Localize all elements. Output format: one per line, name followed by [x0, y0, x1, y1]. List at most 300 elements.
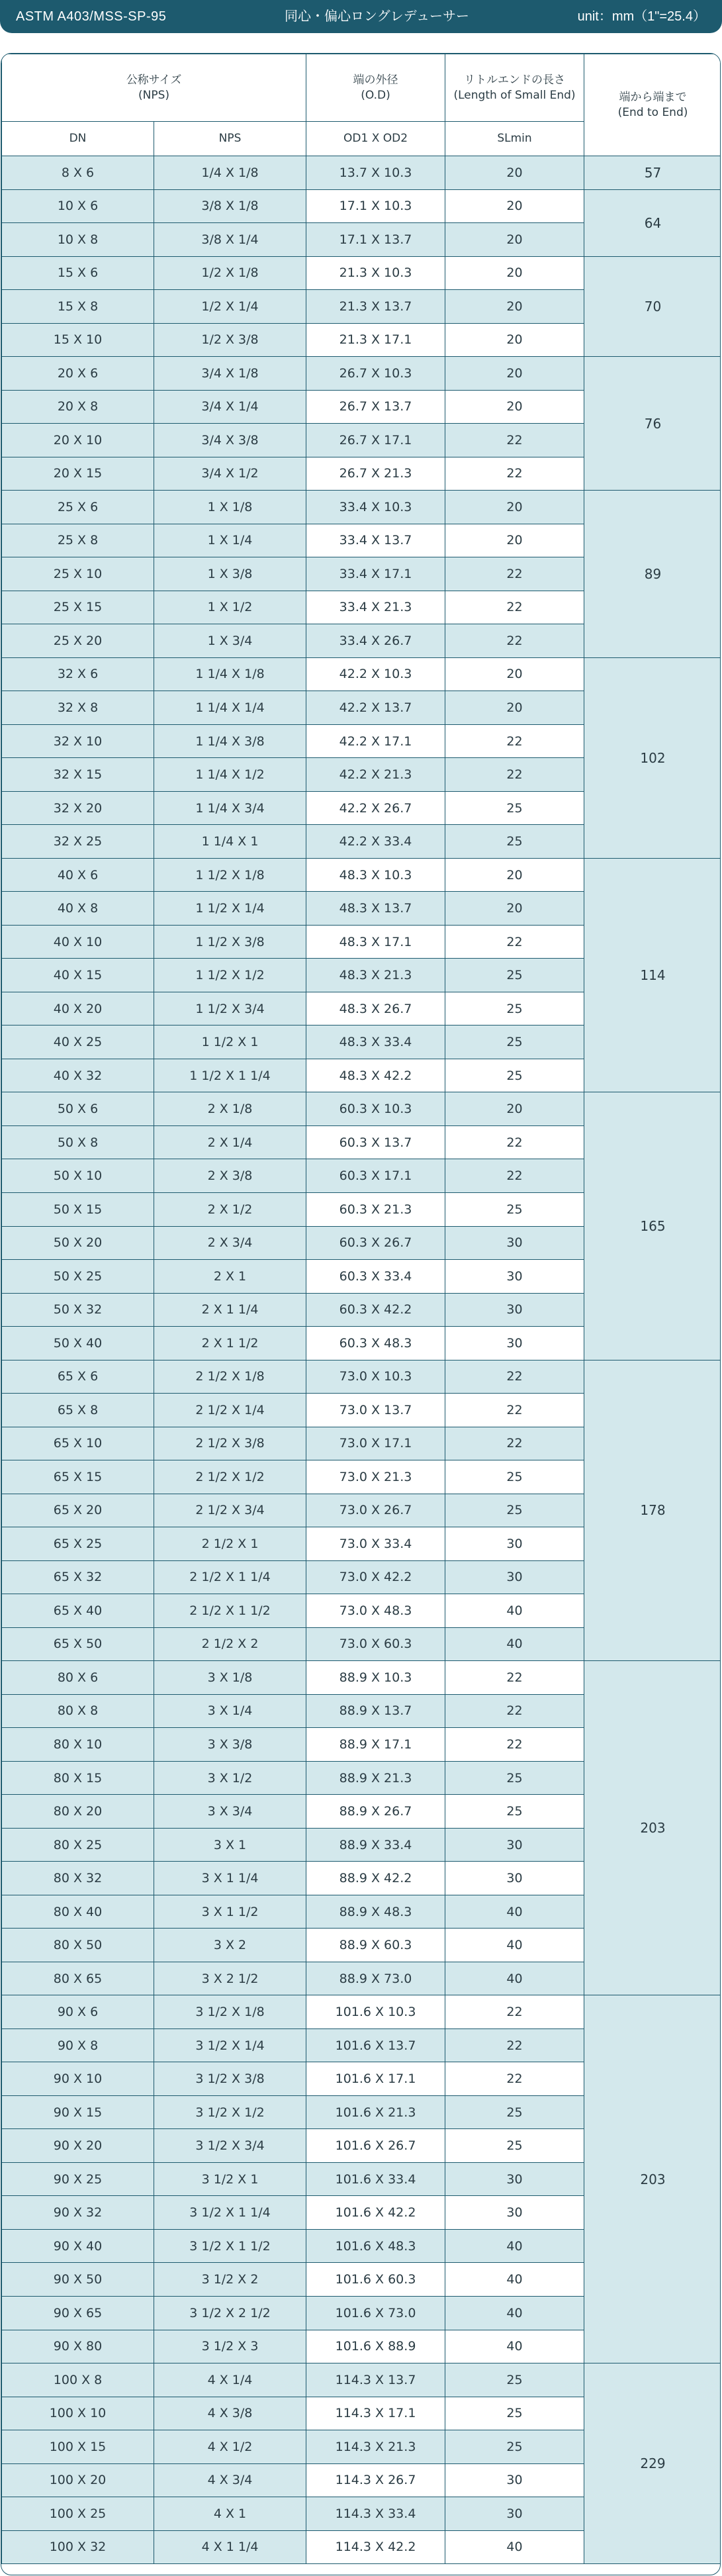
nps-cell: 3 1/2 X 1/4 — [154, 2028, 306, 2062]
od-cell: 60.3 X 21.3 — [306, 1192, 445, 1226]
dn-cell: 65 X 50 — [2, 1627, 154, 1661]
od-cell: 21.3 X 10.3 — [306, 256, 445, 290]
od-cell: 88.9 X 42.2 — [306, 1862, 445, 1895]
slmin-cell: 25 — [445, 1795, 584, 1829]
dn-cell: 65 X 8 — [2, 1394, 154, 1427]
slmin-cell: 40 — [445, 1594, 584, 1628]
od-cell: 26.7 X 21.3 — [306, 457, 445, 491]
dimension-table — [1, 54, 721, 2564]
od-cell: 88.9 X 17.1 — [306, 1728, 445, 1762]
nps-cell: 2 X 1 1/4 — [154, 1293, 306, 1327]
nps-cell: 3 1/2 X 2 1/2 — [154, 2297, 306, 2330]
od-cell: 88.9 X 48.3 — [306, 1895, 445, 1929]
nps-cell: 2 1/2 X 2 — [154, 1627, 306, 1661]
dn-cell: 20 X 8 — [2, 390, 154, 424]
end-to-end-cell: 102 — [584, 657, 721, 858]
dn-cell: 50 X 40 — [2, 1327, 154, 1360]
table-row — [2, 189, 721, 223]
nps-cell: 3 1/2 X 2 — [154, 2263, 306, 2297]
dn-cell: 90 X 8 — [2, 2028, 154, 2062]
nps-cell: 1/2 X 1/8 — [154, 256, 306, 290]
dn-cell: 100 X 8 — [2, 2363, 154, 2397]
end-to-end-header — [584, 54, 721, 156]
slmin-cell: 40 — [445, 2330, 584, 2363]
table-row — [2, 2363, 721, 2397]
dn-cell: 90 X 25 — [2, 2162, 154, 2196]
nps-cell: 1 1/2 X 1 1/4 — [154, 1059, 306, 1092]
od-cell: 114.3 X 13.7 — [306, 2363, 445, 2397]
dn-cell: 80 X 25 — [2, 1828, 154, 1862]
od-cell: 114.3 X 21.3 — [306, 2430, 445, 2464]
end-to-end-sub: (End to End) — [617, 105, 688, 119]
slmin-cell: 20 — [445, 491, 584, 524]
slmin-cell: 22 — [445, 1427, 584, 1460]
od-cell: 114.3 X 26.7 — [306, 2463, 445, 2497]
nps-cell: 1 1/4 X 1/4 — [154, 691, 306, 725]
dn-cell: 90 X 40 — [2, 2229, 154, 2263]
slmin-cell: 40 — [445, 1895, 584, 1929]
table-row — [2, 156, 721, 190]
slmin-cell: 20 — [445, 357, 584, 391]
od-cell: 88.9 X 21.3 — [306, 1761, 445, 1795]
slmin-cell: 20 — [445, 1092, 584, 1126]
od-cell: 101.6 X 21.3 — [306, 2095, 445, 2129]
slmin-cell: 20 — [445, 323, 584, 357]
dn-cell: 80 X 65 — [2, 1962, 154, 1995]
nps-cell: 3 1/2 X 3 — [154, 2330, 306, 2363]
dn-cell: 40 X 32 — [2, 1059, 154, 1092]
od-sizes-header: OD1 X OD2 — [306, 122, 445, 156]
nps-cell: 3 X 1 1/4 — [154, 1862, 306, 1895]
slmin-cell: 25 — [445, 959, 584, 992]
slmin-cell: 25 — [445, 1026, 584, 1059]
nps-cell: 2 X 1 1/2 — [154, 1327, 306, 1360]
od-cell: 60.3 X 13.7 — [306, 1125, 445, 1159]
od-cell: 48.3 X 10.3 — [306, 858, 445, 892]
dn-cell: 90 X 10 — [2, 2062, 154, 2096]
slmin-cell: 22 — [445, 457, 584, 491]
end-to-end-cell: 64 — [584, 189, 721, 256]
od-cell: 88.9 X 26.7 — [306, 1795, 445, 1829]
slmin-cell: 40 — [445, 2530, 584, 2564]
slmin-cell: 30 — [445, 1527, 584, 1561]
outer-diameter-header — [306, 54, 445, 122]
nps-cell: 1 X 3/4 — [154, 624, 306, 658]
od-cell: 17.1 X 10.3 — [306, 189, 445, 223]
nps-cell: 3 X 3/8 — [154, 1728, 306, 1762]
dn-cell: 50 X 32 — [2, 1293, 154, 1327]
slmin-cell: 40 — [445, 1962, 584, 1995]
small-end-length-header — [445, 54, 584, 122]
end-to-end-cell: 229 — [584, 2363, 721, 2564]
nps-cell: 2 X 1/4 — [154, 1125, 306, 1159]
dn-cell: 65 X 10 — [2, 1427, 154, 1460]
dn-cell: 25 X 15 — [2, 591, 154, 624]
table-row — [2, 1092, 721, 1126]
nps-cell: 1 1/4 X 1/2 — [154, 758, 306, 792]
dn-cell: 32 X 6 — [2, 657, 154, 691]
slmin-cell: 20 — [445, 390, 584, 424]
nps-cell: 2 X 1/2 — [154, 1192, 306, 1226]
dn-cell: 20 X 15 — [2, 457, 154, 491]
dn-cell: 90 X 15 — [2, 2095, 154, 2129]
nps-cell: 2 1/2 X 1 — [154, 1527, 306, 1561]
nps-cell: 3 1/2 X 3/8 — [154, 2062, 306, 2096]
nps-cell: 1 1/2 X 1 — [154, 1026, 306, 1059]
slmin-cell: 20 — [445, 223, 584, 257]
slmin-cell: 22 — [445, 1728, 584, 1762]
od-cell: 101.6 X 88.9 — [306, 2330, 445, 2363]
slmin-cell: 20 — [445, 524, 584, 557]
table-body — [2, 156, 721, 2564]
nps-cell: 1 1/4 X 1 — [154, 825, 306, 859]
dn-cell: 80 X 32 — [2, 1862, 154, 1895]
od-cell: 48.3 X 13.7 — [306, 892, 445, 926]
od-cell: 60.3 X 42.2 — [306, 1293, 445, 1327]
dn-cell: 25 X 8 — [2, 524, 154, 557]
dn-cell: 8 X 6 — [2, 156, 154, 190]
slmin-cell: 20 — [445, 256, 584, 290]
nps-cell: 3/4 X 3/8 — [154, 424, 306, 457]
dn-cell: 90 X 20 — [2, 2129, 154, 2163]
slmin-cell: 30 — [445, 1828, 584, 1862]
page-header — [0, 0, 722, 33]
dn-cell: 50 X 6 — [2, 1092, 154, 1126]
slmin-cell: 22 — [445, 925, 584, 959]
nps-cell: 3 X 3/4 — [154, 1795, 306, 1829]
od-cell: 88.9 X 13.7 — [306, 1694, 445, 1728]
od-cell: 101.6 X 33.4 — [306, 2162, 445, 2196]
slmin-cell: 25 — [445, 1192, 584, 1226]
dn-cell: 90 X 50 — [2, 2263, 154, 2297]
dn-cell: 32 X 20 — [2, 791, 154, 825]
slmin-cell: 22 — [445, 1159, 584, 1193]
nps-cell: 4 X 1 — [154, 2497, 306, 2531]
standard-title: ASTM A403/MSS-SP-95 — [16, 9, 167, 24]
dn-cell: 15 X 8 — [2, 290, 154, 324]
od-cell: 73.0 X 42.2 — [306, 1560, 445, 1594]
dn-cell: 90 X 80 — [2, 2330, 154, 2363]
slmin-cell: 40 — [445, 2297, 584, 2330]
dn-cell: 50 X 15 — [2, 1192, 154, 1226]
dn-cell: 40 X 25 — [2, 1026, 154, 1059]
od-cell: 33.4 X 21.3 — [306, 591, 445, 624]
unit-note: unit：mm（1"=25.4） — [577, 9, 706, 24]
dn-cell: 65 X 32 — [2, 1560, 154, 1594]
slmin-cell: 22 — [445, 1394, 584, 1427]
slmin-cell: 25 — [445, 2363, 584, 2397]
od-cell: 88.9 X 10.3 — [306, 1661, 445, 1695]
slmin-cell: 30 — [445, 1293, 584, 1327]
end-to-end-label: 端から端まで — [619, 90, 687, 104]
dn-cell: 15 X 10 — [2, 323, 154, 357]
dn-cell: 50 X 25 — [2, 1260, 154, 1294]
dn-cell: 32 X 15 — [2, 758, 154, 792]
nps-cell: 3/8 X 1/8 — [154, 189, 306, 223]
nominal-size-sub: (NPS) — [138, 88, 170, 102]
nps-cell: 1 X 1/8 — [154, 491, 306, 524]
dn-cell: 80 X 15 — [2, 1761, 154, 1795]
slmin-cell: 22 — [445, 1360, 584, 1394]
nps-cell: 1 X 3/8 — [154, 557, 306, 591]
slmin-cell: 20 — [445, 156, 584, 190]
nps-cell: 2 X 1/8 — [154, 1092, 306, 1126]
slmin-cell: 30 — [445, 1327, 584, 1360]
dn-cell: 90 X 32 — [2, 2196, 154, 2230]
dimension-table-container — [1, 53, 721, 2575]
table-row — [2, 858, 721, 892]
nps-cell: 3 X 1 — [154, 1828, 306, 1862]
od-cell: 101.6 X 73.0 — [306, 2297, 445, 2330]
nps-cell: 4 X 1 1/4 — [154, 2530, 306, 2564]
dn-cell: 100 X 25 — [2, 2497, 154, 2531]
nps-cell: 2 X 1 — [154, 1260, 306, 1294]
outer-diameter-label: 端の外径 — [353, 73, 398, 87]
dn-cell: 32 X 8 — [2, 691, 154, 725]
slmin-cell: 30 — [445, 1260, 584, 1294]
dn-cell: 32 X 10 — [2, 724, 154, 758]
od-cell: 73.0 X 60.3 — [306, 1627, 445, 1661]
od-cell: 114.3 X 17.1 — [306, 2397, 445, 2430]
end-to-end-cell: 70 — [584, 256, 721, 357]
od-cell: 73.0 X 48.3 — [306, 1594, 445, 1628]
od-cell: 88.9 X 60.3 — [306, 1929, 445, 1962]
nps-cell: 2 1/2 X 1/8 — [154, 1360, 306, 1394]
end-to-end-cell: 57 — [584, 156, 721, 190]
od-cell: 42.2 X 10.3 — [306, 657, 445, 691]
table-row — [2, 1661, 721, 1695]
slmin-cell: 22 — [445, 557, 584, 591]
slmin-cell: 30 — [445, 2463, 584, 2497]
dn-cell: 80 X 8 — [2, 1694, 154, 1728]
nps-cell: 1 X 1/4 — [154, 524, 306, 557]
nps-cell: 3 1/2 X 1/8 — [154, 1995, 306, 2029]
od-cell: 42.2 X 17.1 — [306, 724, 445, 758]
end-to-end-cell: 114 — [584, 858, 721, 1092]
od-cell: 73.0 X 26.7 — [306, 1494, 445, 1527]
od-cell: 48.3 X 17.1 — [306, 925, 445, 959]
od-cell: 101.6 X 13.7 — [306, 2028, 445, 2062]
od-cell: 42.2 X 26.7 — [306, 791, 445, 825]
slmin-cell: 30 — [445, 2162, 584, 2196]
slmin-cell: 25 — [445, 1460, 584, 1494]
product-title: 同心・偏心ロングレデューサー — [285, 9, 469, 24]
slmin-cell: 40 — [445, 1627, 584, 1661]
od-cell: 33.4 X 10.3 — [306, 491, 445, 524]
dn-cell: 40 X 15 — [2, 959, 154, 992]
slmin-cell: 22 — [445, 591, 584, 624]
end-to-end-cell: 89 — [584, 491, 721, 658]
dn-cell: 100 X 10 — [2, 2397, 154, 2430]
end-to-end-cell: 203 — [584, 1995, 721, 2363]
od-cell: 21.3 X 17.1 — [306, 323, 445, 357]
slmin-cell: 22 — [445, 1661, 584, 1695]
dn-cell: 50 X 10 — [2, 1159, 154, 1193]
dn-cell: 100 X 15 — [2, 2430, 154, 2464]
table-row — [2, 357, 721, 391]
table-row — [2, 1995, 721, 2029]
slmin-cell: 25 — [445, 2430, 584, 2464]
slmin-header: SLmin — [445, 122, 584, 156]
od-cell: 60.3 X 33.4 — [306, 1260, 445, 1294]
dn-cell: 50 X 8 — [2, 1125, 154, 1159]
od-cell: 88.9 X 33.4 — [306, 1828, 445, 1862]
dn-cell: 40 X 10 — [2, 925, 154, 959]
dn-cell: 25 X 10 — [2, 557, 154, 591]
slmin-cell: 25 — [445, 1494, 584, 1527]
od-cell: 114.3 X 42.2 — [306, 2530, 445, 2564]
nps-cell: 3 1/2 X 1 — [154, 2162, 306, 2196]
slmin-cell: 25 — [445, 992, 584, 1026]
od-cell: 17.1 X 13.7 — [306, 223, 445, 257]
od-cell: 48.3 X 21.3 — [306, 959, 445, 992]
slmin-cell: 22 — [445, 424, 584, 457]
slmin-cell: 25 — [445, 825, 584, 859]
dn-cell: 80 X 6 — [2, 1661, 154, 1695]
nps-cell: 3/8 X 1/4 — [154, 223, 306, 257]
slmin-cell: 40 — [445, 1929, 584, 1962]
dn-cell: 15 X 6 — [2, 256, 154, 290]
od-cell: 60.3 X 17.1 — [306, 1159, 445, 1193]
nps-cell: 2 X 3/4 — [154, 1226, 306, 1260]
dn-cell: 10 X 8 — [2, 223, 154, 257]
slmin-cell: 40 — [445, 2229, 584, 2263]
nps-cell: 3 X 1/4 — [154, 1694, 306, 1728]
table-row — [2, 491, 721, 524]
od-cell: 13.7 X 10.3 — [306, 156, 445, 190]
od-cell: 73.0 X 33.4 — [306, 1527, 445, 1561]
od-cell: 73.0 X 10.3 — [306, 1360, 445, 1394]
nps-cell: 1 1/4 X 3/4 — [154, 791, 306, 825]
nominal-size-label: 公称サイズ — [126, 73, 182, 87]
od-cell: 88.9 X 73.0 — [306, 1962, 445, 1995]
dn-cell: 25 X 6 — [2, 491, 154, 524]
nps-cell: 2 1/2 X 1/2 — [154, 1460, 306, 1494]
slmin-cell: 20 — [445, 290, 584, 324]
nps-cell: 3/4 X 1/8 — [154, 357, 306, 391]
dn-cell: 32 X 25 — [2, 825, 154, 859]
outer-diameter-sub: (O.D) — [361, 88, 390, 102]
dn-cell: 90 X 6 — [2, 1995, 154, 2029]
nps-cell: 1 1/2 X 3/4 — [154, 992, 306, 1026]
nps-header: NPS — [154, 122, 306, 156]
od-cell: 48.3 X 42.2 — [306, 1059, 445, 1092]
od-cell: 48.3 X 33.4 — [306, 1026, 445, 1059]
nps-cell: 4 X 1/4 — [154, 2363, 306, 2397]
od-cell: 42.2 X 21.3 — [306, 758, 445, 792]
od-cell: 33.4 X 13.7 — [306, 524, 445, 557]
nps-cell: 1 1/2 X 1/2 — [154, 959, 306, 992]
slmin-cell: 22 — [445, 1995, 584, 2029]
slmin-cell: 30 — [445, 2497, 584, 2531]
dn-cell: 50 X 20 — [2, 1226, 154, 1260]
slmin-cell: 25 — [445, 2397, 584, 2430]
nps-cell: 3 X 2 — [154, 1929, 306, 1962]
slmin-cell: 20 — [445, 657, 584, 691]
nps-cell: 1/2 X 3/8 — [154, 323, 306, 357]
dn-cell: 80 X 20 — [2, 1795, 154, 1829]
table-row — [2, 1360, 721, 1394]
end-to-end-cell: 165 — [584, 1092, 721, 1360]
od-cell: 114.3 X 33.4 — [306, 2497, 445, 2531]
dn-cell: 65 X 15 — [2, 1460, 154, 1494]
nps-cell: 3 X 1/8 — [154, 1661, 306, 1695]
od-cell: 42.2 X 13.7 — [306, 691, 445, 725]
slmin-cell: 25 — [445, 1761, 584, 1795]
dn-cell: 65 X 6 — [2, 1360, 154, 1394]
dn-cell: 20 X 6 — [2, 357, 154, 391]
slmin-cell: 20 — [445, 189, 584, 223]
od-cell: 60.3 X 26.7 — [306, 1226, 445, 1260]
od-cell: 26.7 X 10.3 — [306, 357, 445, 391]
nps-cell: 1 1/2 X 3/8 — [154, 925, 306, 959]
dn-cell: 65 X 40 — [2, 1594, 154, 1628]
nps-cell: 3 X 1 1/2 — [154, 1895, 306, 1929]
dn-cell: 80 X 40 — [2, 1895, 154, 1929]
nps-cell: 1 1/2 X 1/4 — [154, 892, 306, 926]
slmin-cell: 30 — [445, 1560, 584, 1594]
nps-cell: 1 X 1/2 — [154, 591, 306, 624]
nps-cell: 1 1/4 X 1/8 — [154, 657, 306, 691]
slmin-cell: 25 — [445, 791, 584, 825]
nps-cell: 2 1/2 X 1 1/4 — [154, 1560, 306, 1594]
od-cell: 42.2 X 33.4 — [306, 825, 445, 859]
slmin-cell: 22 — [445, 2028, 584, 2062]
slmin-cell: 22 — [445, 1694, 584, 1728]
od-cell: 101.6 X 10.3 — [306, 1995, 445, 2029]
dn-cell: 100 X 20 — [2, 2463, 154, 2497]
dn-cell: 100 X 32 — [2, 2530, 154, 2564]
nps-cell: 3 1/2 X 1/2 — [154, 2095, 306, 2129]
nps-cell: 2 1/2 X 1 1/2 — [154, 1594, 306, 1628]
nps-cell: 4 X 1/2 — [154, 2430, 306, 2464]
nps-cell: 3/4 X 1/2 — [154, 457, 306, 491]
slmin-cell: 30 — [445, 1226, 584, 1260]
od-cell: 101.6 X 26.7 — [306, 2129, 445, 2163]
od-cell: 33.4 X 17.1 — [306, 557, 445, 591]
dn-cell: 20 X 10 — [2, 424, 154, 457]
nps-cell: 3 1/2 X 1 1/2 — [154, 2229, 306, 2263]
nps-cell: 2 X 3/8 — [154, 1159, 306, 1193]
dn-header: DN — [2, 122, 154, 156]
od-cell: 60.3 X 48.3 — [306, 1327, 445, 1360]
od-cell: 21.3 X 13.7 — [306, 290, 445, 324]
slmin-cell: 30 — [445, 1862, 584, 1895]
nps-cell: 1/2 X 1/4 — [154, 290, 306, 324]
nps-cell: 1 1/4 X 3/8 — [154, 724, 306, 758]
dn-cell: 40 X 6 — [2, 858, 154, 892]
nps-cell: 2 1/2 X 1/4 — [154, 1394, 306, 1427]
dn-cell: 65 X 20 — [2, 1494, 154, 1527]
slmin-cell: 22 — [445, 2062, 584, 2096]
slmin-cell: 25 — [445, 1059, 584, 1092]
slmin-cell: 20 — [445, 892, 584, 926]
nps-cell: 1/4 X 1/8 — [154, 156, 306, 190]
slmin-cell: 30 — [445, 2196, 584, 2230]
od-cell: 101.6 X 42.2 — [306, 2196, 445, 2230]
slmin-cell: 40 — [445, 2263, 584, 2297]
end-to-end-cell: 203 — [584, 1661, 721, 1995]
nps-cell: 4 X 3/8 — [154, 2397, 306, 2430]
nps-cell: 2 1/2 X 3/8 — [154, 1427, 306, 1460]
nps-cell: 3 1/2 X 1 1/4 — [154, 2196, 306, 2230]
end-to-end-cell: 76 — [584, 357, 721, 491]
dn-cell: 80 X 50 — [2, 1929, 154, 1962]
od-cell: 73.0 X 21.3 — [306, 1460, 445, 1494]
nps-cell: 3 1/2 X 3/4 — [154, 2129, 306, 2163]
table-row — [2, 256, 721, 290]
od-cell: 48.3 X 26.7 — [306, 992, 445, 1026]
